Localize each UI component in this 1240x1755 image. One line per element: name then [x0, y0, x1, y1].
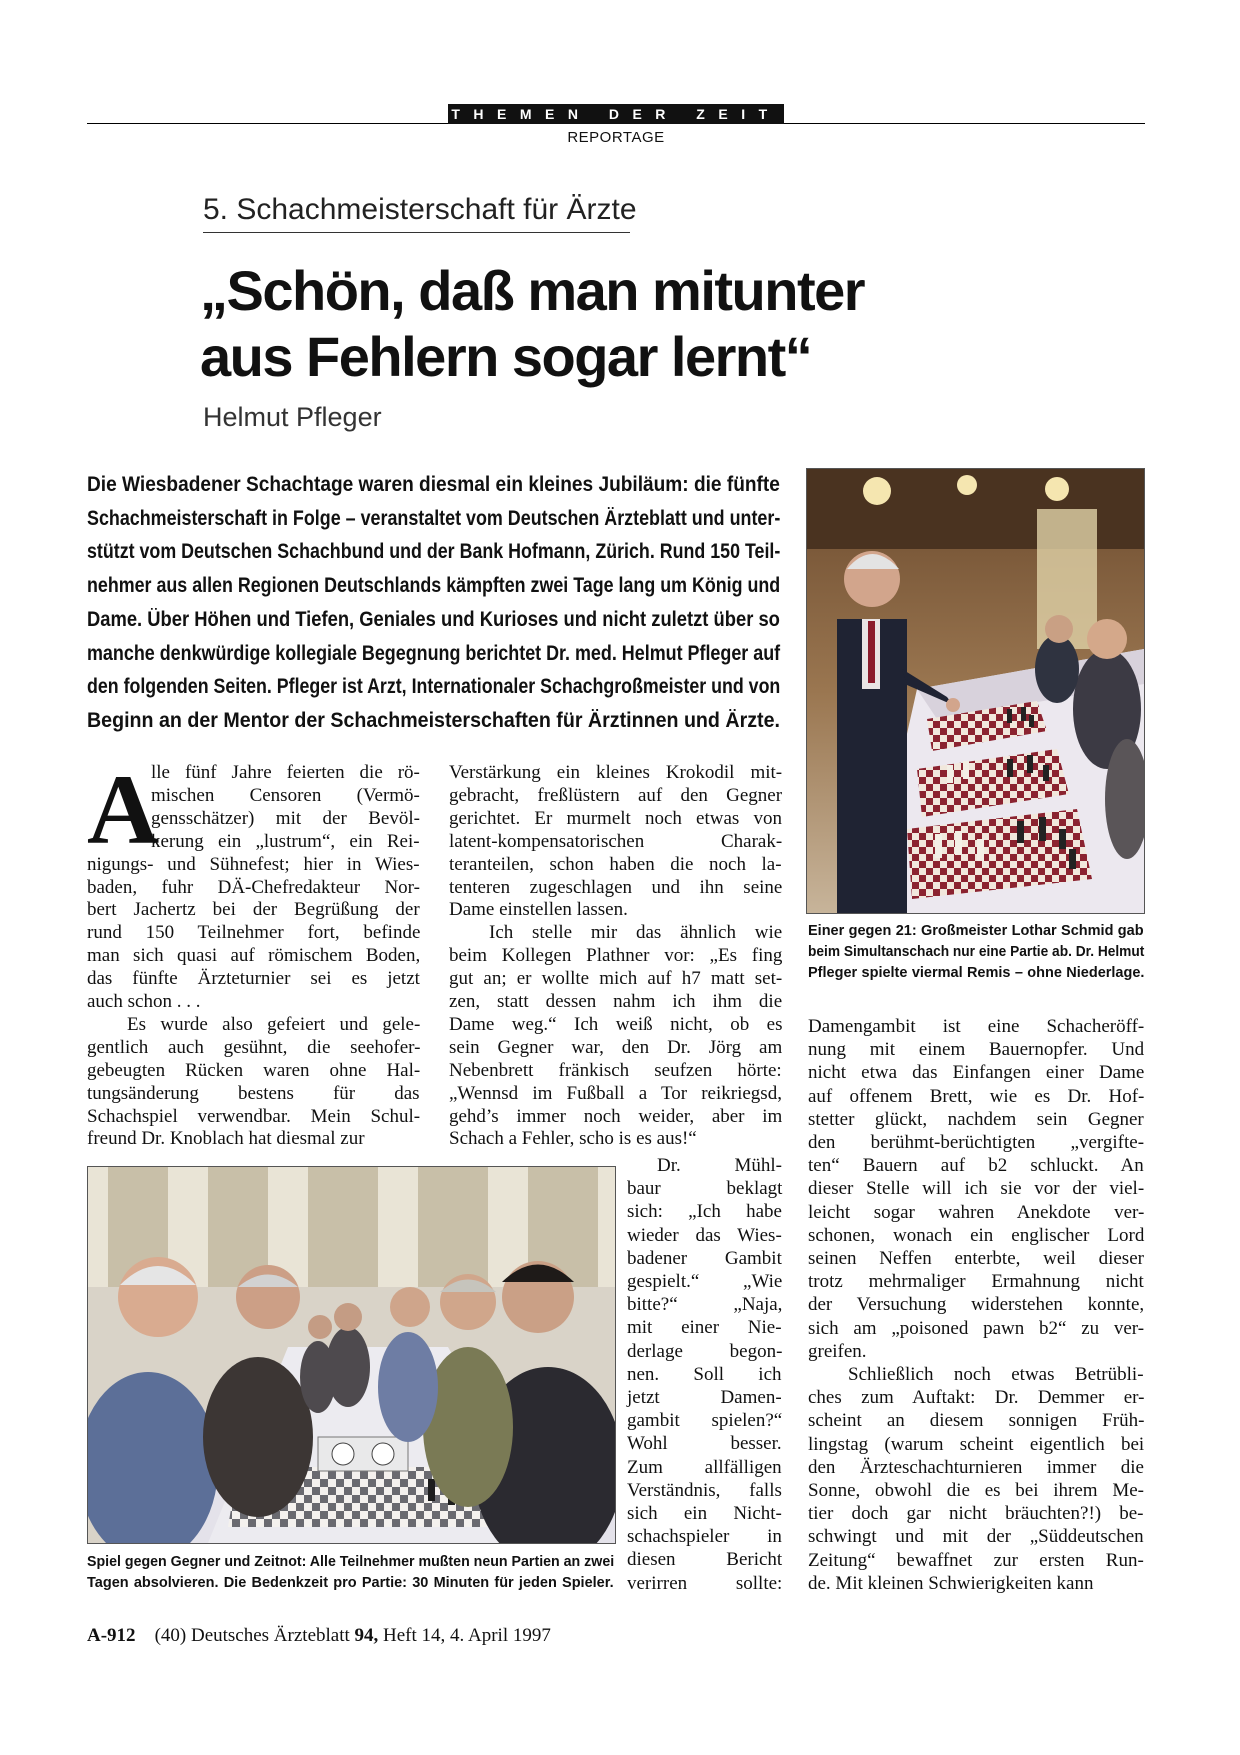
body-line: man sich quasi auf römischem Boden,	[87, 945, 421, 967]
caption-line: Spiel gegen Gegner und Zeitnot: Alle Teilnehmer mußten neun Partien an zwei	[87, 1554, 615, 1570]
body-line: kerung ein „lustrum“, ein Rei-	[151, 830, 420, 852]
subsection-label: REPORTAGE	[567, 129, 665, 146]
body-line: seinen Neffen enterbte, weil dieser	[808, 1248, 1144, 1269]
body-line: sich ein Nicht-	[627, 1503, 782, 1524]
body-line: Dr. Mühl-	[657, 1155, 782, 1176]
article-author: Helmut Pfleger	[203, 402, 382, 432]
body-line: nicht etwa das Einfangen einer Dame	[808, 1062, 1145, 1084]
body-line: Verständnis, falls	[627, 1479, 782, 1501]
caption-line: Tagen absolvieren. Die Bedenkzeit pro Partie: 30 Minuten für jeden Spieler.	[87, 1575, 614, 1591]
body-line: tungsänderung bestens für das	[87, 1082, 420, 1104]
footer-volume: 94,	[354, 1625, 379, 1646]
body-line: den berühmt-berüchtigten „vergifte-	[808, 1132, 1145, 1153]
body-line: derlage begon-	[627, 1340, 783, 1362]
body-line: Es wurde also gefeiert und gele-	[127, 1013, 421, 1035]
page-footer	[87, 1625, 551, 1647]
footer-page-code: A-912	[87, 1625, 136, 1646]
body-line: auch schon . . .	[87, 991, 201, 1012]
body-line: bert Jachertz bei der Begrüßung der	[87, 899, 420, 921]
headline-line: aus Fehlern sogar lernt“	[200, 325, 812, 388]
body-line: gespielt.“ „Wie	[627, 1271, 783, 1292]
footer-page-number: (40)	[154, 1625, 187, 1646]
body-line: gentlich auch gesühnt, die seehofer-	[87, 1036, 421, 1058]
body-line: de. Mit kleinen Schwierigkeiten kann	[808, 1572, 1094, 1594]
body-line: schachspieler in	[627, 1526, 782, 1548]
caption-line: Pfleger spielte viermal Remis – ohne Niederlage.	[808, 965, 1145, 981]
body-line: sein Gegner war, den Dr. Jörg am	[449, 1036, 783, 1058]
body-line: „Wennsd im Fußball a Tor reikriegsd,	[449, 1082, 782, 1104]
body-line: bitte?“ „Naja,	[627, 1294, 783, 1316]
body-line: Ich stelle mir das ähnlich wie	[489, 922, 783, 944]
section-label: THEMEN DER ZEIT	[448, 104, 784, 124]
article-kicker: 5. Schachmeisterschaft für Ärzte	[203, 193, 637, 226]
photo-tournament-hall-image	[88, 1167, 615, 1543]
lead-line: Die Wiesbadener Schachtage waren diesmal ein kleines Jubiläum: die fünfte	[87, 473, 780, 496]
body-line: stetter glückt, nachdem sein Gegner	[808, 1108, 1144, 1130]
caption-line: beim Simultanschach nur eine Partie ab. Dr. Helmut	[808, 944, 1145, 960]
body-line: greifen.	[808, 1340, 867, 1362]
body-line: mischen Censoren (Vermö-	[151, 784, 420, 806]
body-line: ten“ Bauern auf b2 schluckt. An	[808, 1155, 1144, 1177]
lead-line: manche denkwürdige kollegiale Begegnung berichtet Dr. med. Helmut Pfleger auf	[87, 641, 781, 665]
body-line: ches zum Auftakt: Dr. Demmer er-	[808, 1387, 1145, 1409]
body-line: Zum allfälligen	[627, 1456, 782, 1478]
body-line: tier doch gar nicht bräuchten?!) be-	[808, 1503, 1144, 1525]
body-line: Dame einstellen lassen.	[449, 899, 628, 921]
body-line: mit einer Nie-	[627, 1317, 782, 1339]
body-line: dieser Stelle will ich sie vor der viel-	[808, 1178, 1145, 1200]
body-line: lingstag (warum scheint eigentlich bei	[808, 1433, 1145, 1455]
body-line: schonen, wonach ein englischer Lord	[808, 1224, 1145, 1246]
caption-line: Einer gegen 21: Großmeister Lothar Schmid gab	[808, 923, 1144, 939]
body-line: gambit spielen?“	[627, 1410, 783, 1432]
article-headline	[200, 258, 1100, 390]
lead-line: stützt vom Deutschen Schachbund und der Bank Hofmann, Zürich. Rund 150 Teil-	[87, 540, 781, 564]
body-line: lle fünf Jahre feierten die rö-	[151, 762, 420, 783]
lead-line: Beginn an der Mentor der Schachmeisterschaften für Ärztinnen und Ärzte.	[87, 708, 780, 732]
drop-cap: A	[87, 754, 160, 865]
body-line: jetzt Damen-	[627, 1387, 782, 1408]
lead-line: nehmer aus allen Regionen Deutschlands kämpften zwei Tage lang um König und	[87, 574, 781, 598]
photo-simultaneous-chess-image	[807, 469, 1144, 913]
body-line: baden, fuhr DÄ-Chefredakteur Nor-	[87, 876, 420, 898]
body-line: Sonne, obwohl die es bei ihrem Me-	[808, 1480, 1144, 1501]
photo-tournament-hall	[87, 1166, 616, 1544]
body-line: sich: „Ich habe	[627, 1201, 782, 1223]
body-line: Schachspiel verwendbar. Mein Schul-	[87, 1105, 421, 1127]
body-line: schwingt und mit der „Süddeutschen	[808, 1526, 1144, 1548]
body-line: Schließlich noch etwas Betrübli-	[848, 1364, 1144, 1385]
body-line: gensschätzer) mit der Bevöl-	[151, 807, 420, 829]
body-line: leicht sogar wahren Anekdote ver-	[808, 1201, 1145, 1223]
body-line: verirren sollte:	[627, 1572, 783, 1594]
body-line: trotz mehrmaliger Ermahnung nicht	[808, 1271, 1144, 1293]
body-line: gerichtet. Er murmelt noch etwas von	[449, 807, 782, 829]
body-line: freund Dr. Knoblach hat diesmal zur	[87, 1128, 365, 1150]
body-line: Schach a Fehler, scho is es aus!“	[449, 1128, 697, 1150]
lead-line: den folgenden Seiten. Pfleger ist Arzt, Internationaler Schachgroßmeister und von	[87, 675, 781, 699]
footer-journal: Deutsches Ärzteblatt	[190, 1625, 350, 1646]
body-line: den Ärzteschachturnieren immer die	[808, 1456, 1144, 1478]
body-line: Nebenbrett fränkisch seufzen hörte:	[449, 1059, 782, 1081]
body-line: baur beklagt	[627, 1178, 783, 1200]
body-line: nen. Soll ich	[627, 1363, 782, 1385]
body-line: Damengambit ist eine Schacheröff-	[808, 1016, 1145, 1037]
body-line: das fünfte Ärzteturnier sei es jetzt	[87, 968, 420, 990]
body-line: der Versuchung widerstehen konnte,	[808, 1294, 1145, 1316]
headline-line: „Schön, daß man mitunter	[200, 259, 865, 322]
body-line: gebracht, freßlüstern auf den Gegner	[449, 784, 783, 806]
body-line: Dame weg.“ Ich weiß nicht, ob es	[449, 1013, 783, 1035]
body-line: gehd’s immer noch weider, aber im	[449, 1105, 783, 1127]
body-line: zen, statt dessen nahm ich ihm die	[449, 991, 783, 1012]
body-line: sich am „poisoned pawn b2“ zu ver-	[808, 1317, 1145, 1339]
body-line: Wohl besser.	[627, 1433, 782, 1455]
body-line: nigungs- und Sühnefest; hier in Wies-	[87, 853, 420, 875]
body-line: gut an; er wollte mich auf h7 matt set-	[449, 968, 783, 990]
body-line: diesen Bericht	[627, 1549, 783, 1571]
body-line: gebeugten Rücken waren ohne Hal-	[87, 1059, 421, 1081]
lead-line: Dame. Über Höhen und Tiefen, Geniales und Kurioses und nicht zuletzt über so	[87, 607, 780, 631]
body-line: auf offenem Brett, wie es Dr. Hof-	[808, 1085, 1145, 1107]
body-line: beim Kollegen Plathner vor: „Es fing	[449, 945, 783, 967]
body-line: Verstärkung ein kleines Krokodil mit-	[449, 762, 783, 783]
body-line: badener Gambit	[627, 1247, 782, 1269]
body-line: nung mit einem Bauernopfer. Und	[808, 1039, 1145, 1061]
body-line: Zeitung“ bewaffnet zur ersten Run-	[808, 1549, 1144, 1571]
kicker-rule	[203, 232, 630, 233]
photo-simultaneous-chess	[806, 468, 1145, 914]
body-line: scheint an diesem sonnigen Früh-	[808, 1410, 1145, 1432]
body-line: teranteilen, schon haben die noch la-	[449, 853, 782, 875]
body-line: tenteren zugeschlagen und ihn seine	[449, 876, 783, 898]
body-line: wieder das Wies-	[627, 1224, 782, 1246]
footer-issue: Heft 14, 4. April 1997	[383, 1625, 551, 1646]
lead-line: Schachmeisterschaft in Folge – veranstaltet vom Deutschen Ärzteblatt und unter-	[87, 506, 781, 530]
body-line: rund 150 Teilnehmer fort, befinde	[87, 922, 421, 944]
body-line: latent-kompensatorischen Charak-	[449, 830, 783, 852]
